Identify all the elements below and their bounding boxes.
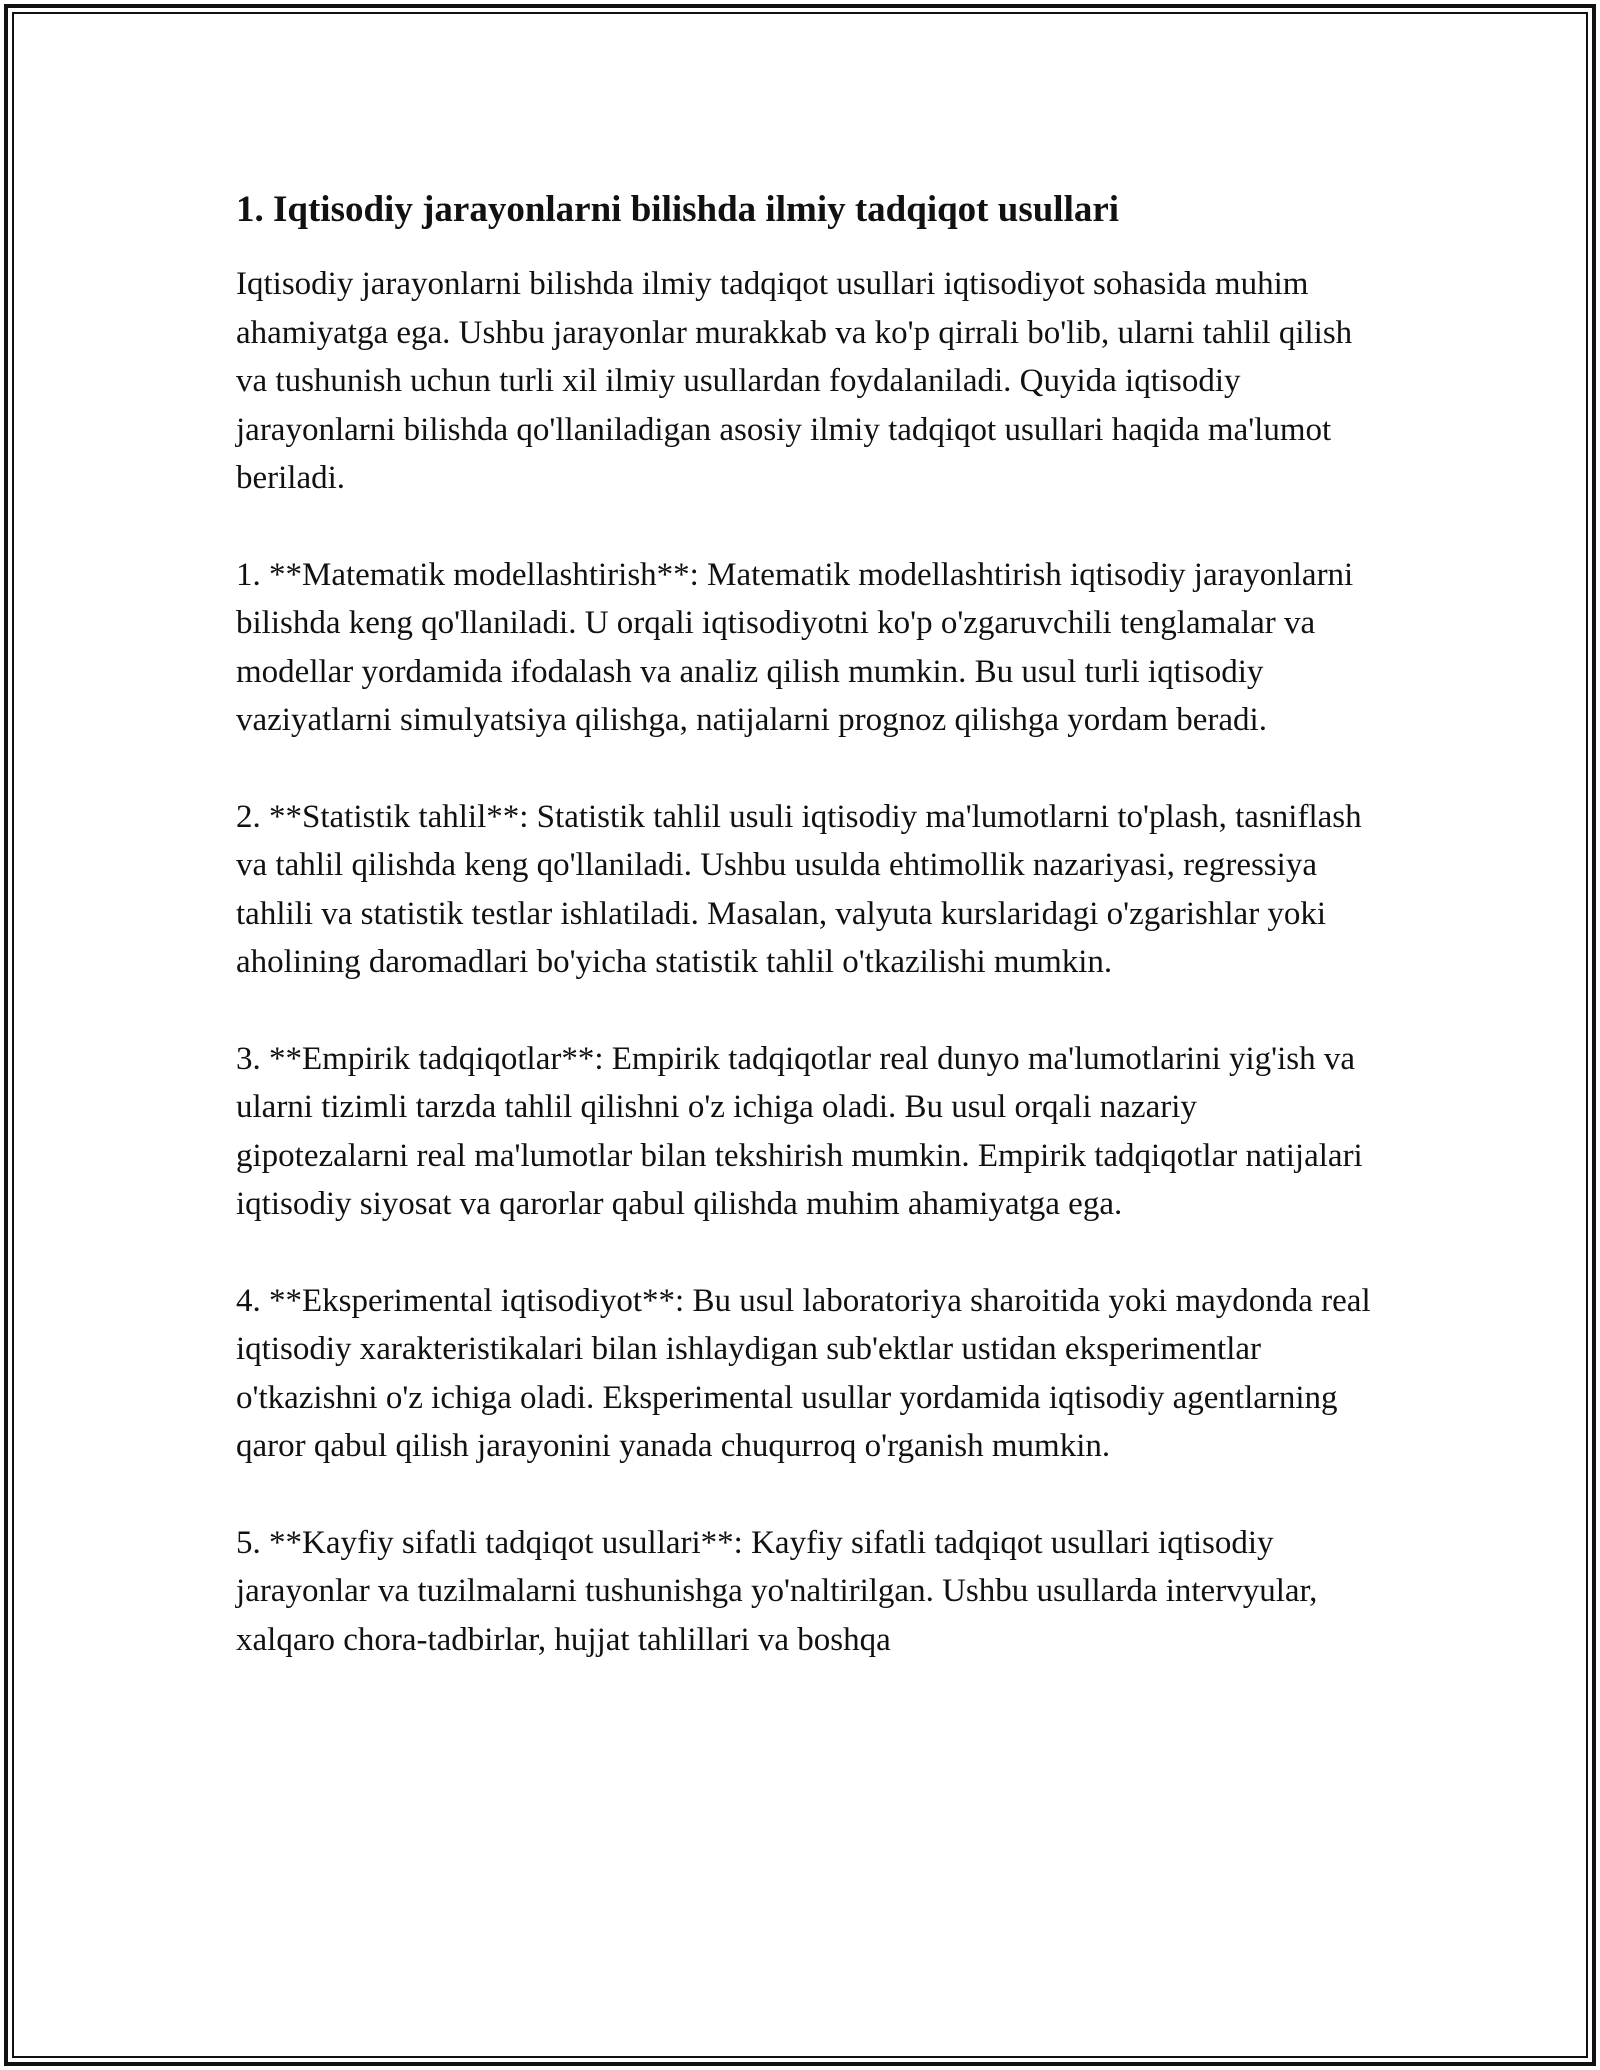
paragraph-intro: Iqtisodiy jarayonlarni bilishda ilmiy tadqiqot usullari iqtisodiyot sohasida muhim ahamiyatga ega. Ushbu jarayonlar murakkab va ko'p qirrali bo'lib, ularni tahlil qilish va tushunish uchun turli xil ilmiy usullardan foydalaniladi. Quyida iqtisodiy jarayonlarni bilishda qo'llaniladigan asosiy ilmiy tadqiqot usullari haqida ma'lumot beriladi. bbox=[236, 266, 1353, 496]
document-title: 1. Iqtisodiy jarayonlarni bilishda ilmiy tadqiqot usullari bbox=[236, 189, 1120, 230]
paragraph-statistical-analysis: 2. **Statistik tahlil**: Statistik tahlil usuli iqtisodiy ma'lumotlarni to'plash, tasniflash va tahlil qilishda keng qo'llaniladi. Ushbu usulda ehtimollik nazariyasi, regressiya tahlili va statistik testlar ishlatiladi. Masalan, valyuta kurslaridagi o'zgarishlar yoki aholining daromadlari bo'yicha statistik tahlil o'tkazilishi mumkin. bbox=[236, 798, 1362, 980]
paragraph-qualitative-methods: 5. **Kayfiy sifatli tadqiqot usullari**: Kayfiy sifatli tadqiqot usullari iqtisodiy jarayonlar va tuzilmalarni tushunishga yo'naltirilgan. Ushbu usullarda intervyular, xalqaro chora-tadbirlar, hujjat tahlillari va boshqa bbox=[236, 1524, 1318, 1658]
paragraph-empirical-research: 3. **Empirik tadqiqotlar**: Empirik tadqiqotlar real dunyo ma'lumotlarini yig'ish va ularni tizimli tarzda tahlil qilishni o'z ichiga oladi. Bu usul orqali nazariy gipotezalarni real ma'lumotlar bilan tekshirish mumkin. Empirik tadqiqotlar natijalari iqtisodiy siyosat va qarorlar qabul qilishda muhim ahamiyatga ega. bbox=[236, 1040, 1363, 1222]
paragraph-experimental-economics: 4. **Eksperimental iqtisodiyot**: Bu usul laboratoriya sharoitida yoki maydonda real iqtisodiy xarakteristikalari bilan ishlaydigan sub'ektlar ustidan eksperimentlar o'tkazishni o'z ichiga oladi. Eksperimental usullar yordamida iqtisodiy agentlarning qaror qabul qilish jarayonini yanada chuqurroq o'rganish mumkin. bbox=[236, 1282, 1371, 1464]
document-body bbox=[236, 186, 1376, 1712]
paragraph-math-modeling: 1. **Matematik modellashtirish**: Matematik modellashtirish iqtisodiy jarayonlarni bilishda keng qo'llaniladi. U orqali iqtisodiyotni ko'p o'zgaruvchili tenglamalar va modellar yordamida ifodalash va analiz qilish mumkin. Bu usul turli iqtisodiy vaziyatlarni simulyatsiya qilishga, natijalarni prognoz qilishga yordam beradi. bbox=[236, 556, 1354, 738]
